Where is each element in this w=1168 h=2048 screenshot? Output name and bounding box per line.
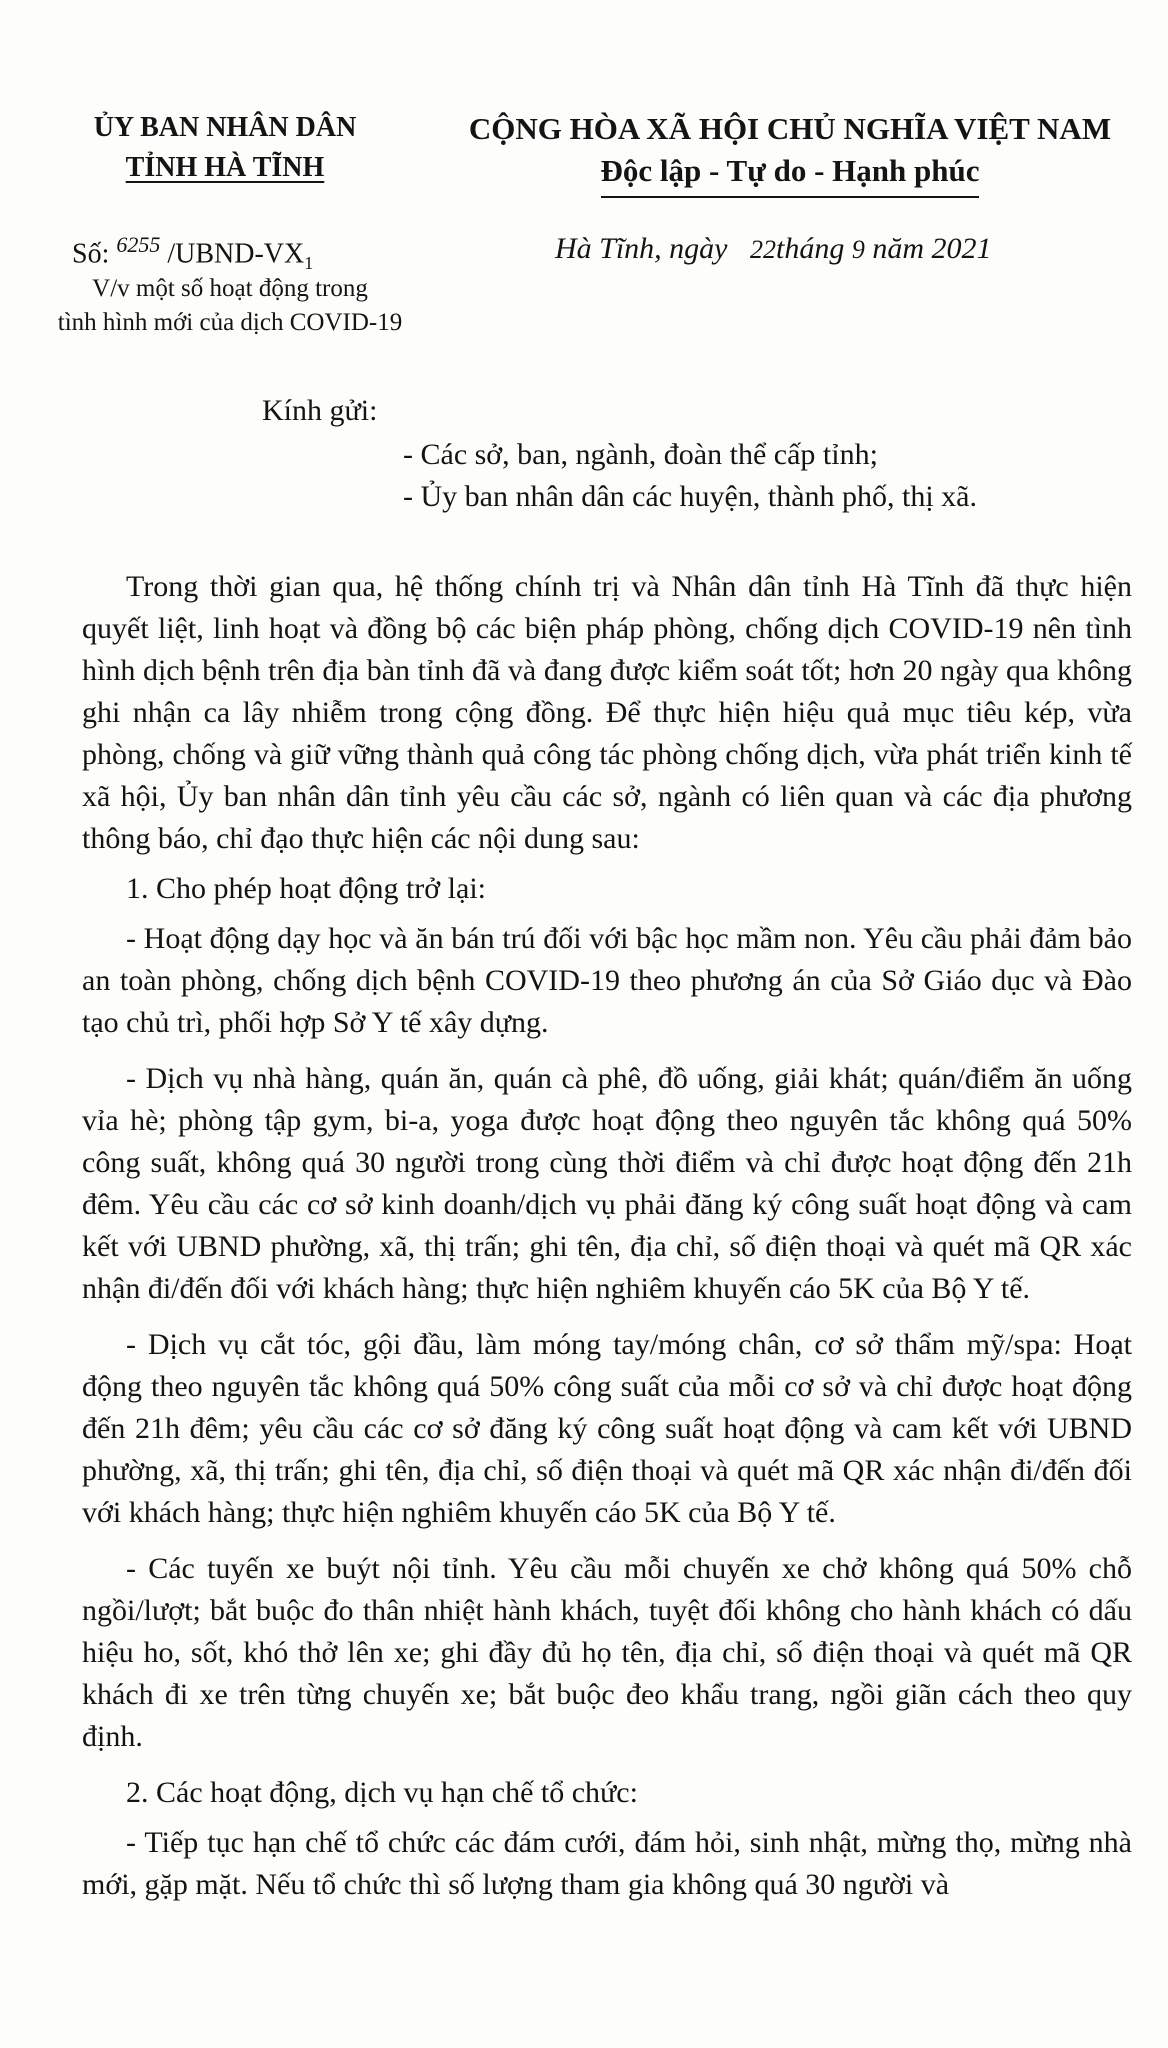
authority-line-2: TỈNH HÀ TĨNH xyxy=(125,152,325,183)
handwritten-number: 6255 xyxy=(116,232,161,257)
section-1-item: - Các tuyến xe buýt nội tỉnh. Yêu cầu mỗi chuyến xe chở không quá 50% chỗ ngồi/lượt; bắt buộc đo thân nhiệt hành khách, tuyệt đối không cho hành khách có dấu hiệu ho, sốt, khó thở lên xe; ghi đầy đủ họ tên, địa chỉ, số điện thoại và quét mã QR khách đi xe trên từng chuyến xe; bắt buộc đeo khẩu trang, ngồi giãn cách theo quy định. xyxy=(82,1552,1132,1753)
recipient-item: - Ủy ban nhân dân các huyện, thành phố, thị xã. xyxy=(403,480,977,513)
section-2-title: 2. Các hoạt động, dịch vụ hạn chế tổ chức: xyxy=(126,1776,638,1809)
date-month-label: tháng xyxy=(776,232,845,265)
date-place: Hà Tĩnh, ngày xyxy=(555,232,728,265)
document-body xyxy=(82,566,1132,1906)
document-number xyxy=(72,232,313,274)
recipient-item: - Các sở, ban, ngành, đoàn thể cấp tỉnh; xyxy=(403,438,878,471)
republic-title: CỘNG HÒA XÃ HỘI CHỦ NGHĨA VIỆT NAM xyxy=(468,111,1112,146)
date-line xyxy=(555,232,992,266)
document-subject xyxy=(30,272,430,340)
document-code-sub: 1 xyxy=(304,252,314,273)
section-1-title: 1. Cho phép hoạt động trở lại: xyxy=(126,872,486,905)
section-1-item: - Dịch vụ cắt tóc, gội đầu, làm móng tay/móng chân, cơ sở thẩm mỹ/spa: Hoạt động theo nguyên tắc không quá 50% công suất của mỗi cơ sở và chỉ được hoạt động đến 21h đêm; yêu cầu các cơ sở đăng ký công suất hoạt động và cam kết với UBND phường, xã, thị trấn; ghi tên, địa chỉ, số điện thoại và quét mã QR xác nhận đi/đến đối với khách hàng; thực hiện nghiêm khuyến cáo 5K của Bộ Y tế. xyxy=(82,1328,1132,1529)
section-2-item: - Tiếp tục hạn chế tổ chức các đám cưới, đám hỏi, sinh nhật, mừng thọ, mừng nhà mới, gặp mặt. Nếu tổ chức thì số lượng tham gia không quá 30 người và xyxy=(82,1826,1132,1901)
national-motto: Độc lập - Tự do - Hạnh phúc xyxy=(601,150,980,198)
date-month: 9 xyxy=(851,235,865,264)
section-1-item: - Dịch vụ nhà hàng, quán ăn, quán cà phê, đồ uống, giải khát; quán/điểm ăn uống vỉa hè; phòng tập gym, bi-a, yoga được hoạt động theo nguyên tắc không quá 50% công suất, không quá 30 người trong cùng thời điểm và chỉ được hoạt động đến 21h đêm. Yêu cầu các cơ sở kinh doanh/dịch vụ phải đăng ký công suất hoạt động và cam kết với UBND phường, xã, thị trấn; ghi tên, địa chỉ, số điện thoại và quét mã QR xác nhận đi/đến đối với khách hàng; thực hiện nghiêm khuyến cáo 5K của Bộ Y tế. xyxy=(82,1062,1132,1305)
document-code: /UBND-VX xyxy=(167,238,305,270)
number-prefix: Số: xyxy=(72,238,110,270)
authority-line-1: ỦY BAN NHÂN DÂN xyxy=(93,112,357,143)
national-header xyxy=(440,108,1140,198)
date-year: năm 2021 xyxy=(872,232,992,265)
issuing-authority xyxy=(40,108,410,188)
intro-paragraph: Trong thời gian qua, hệ thống chính trị và Nhân dân tỉnh Hà Tĩnh đã thực hiện quyết liệt, linh hoạt và đồng bộ các biện pháp phòng, chống dịch COVID-19 nên tình hình dịch bệnh trên địa bàn tỉnh đã và đang được kiểm soát tốt; hơn 20 ngày qua không ghi nhận ca lây nhiễm trong cộng đồng. Để thực hiện hiệu quả mục tiêu kép, vừa phòng, chống và giữ vững thành quả công tác phòng chống dịch, vừa phát triển kinh tế xã hội, Ủy ban nhân dân tỉnh yêu cầu các sở, ngành có liên quan và các địa phương thông báo, chỉ đạo thực hiện các nội dung sau: xyxy=(82,570,1132,855)
subject-line-1: V/v một số hoạt động trong xyxy=(92,275,368,302)
recipients-label: Kính gửi: xyxy=(262,394,378,427)
date-day: 22 xyxy=(750,235,776,264)
subject-line-2: tình hình mới của dịch COVID-19 xyxy=(57,309,403,336)
section-1-item: - Hoạt động dạy học và ăn bán trú đối với bậc học mầm non. Yêu cầu phải đảm bảo an toàn phòng, chống dịch bệnh COVID-19 theo phương án của Sở Giáo dục và Đào tạo chủ trì, phối hợp Sở Y tế xây dựng. xyxy=(82,922,1132,1039)
